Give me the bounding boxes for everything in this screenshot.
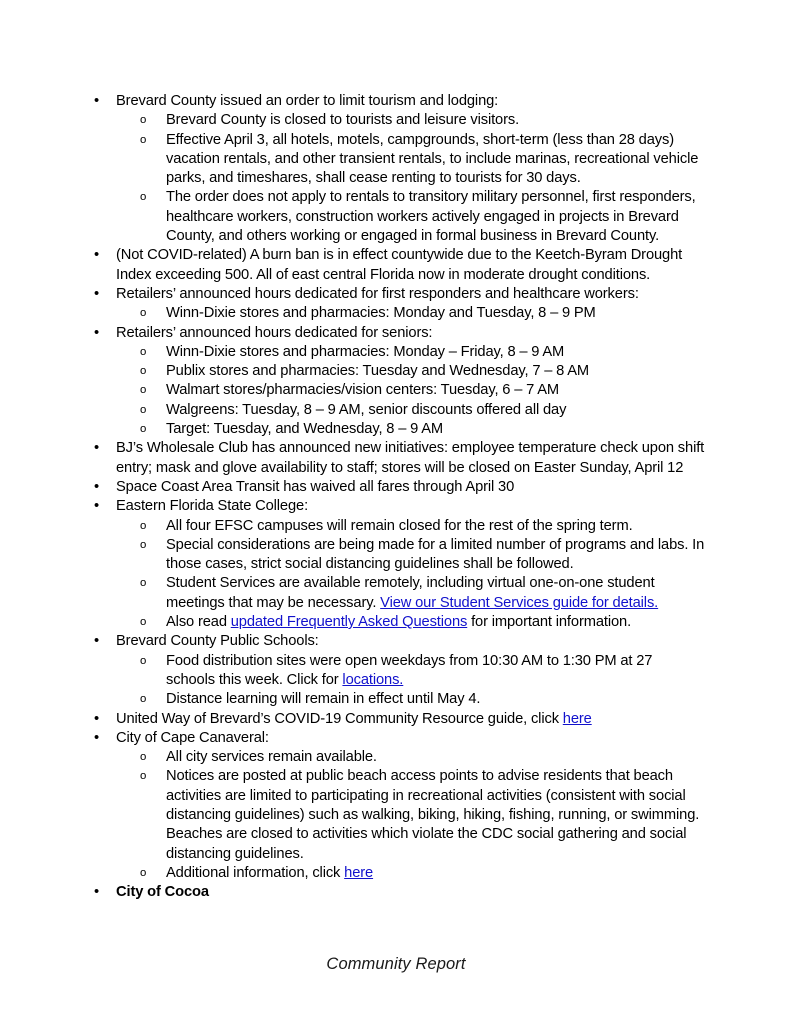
list-item <box>93 632 705 709</box>
bullet-disc-icon: • <box>94 633 100 650</box>
bullet-list-level2 <box>140 652 705 710</box>
list-item <box>93 246 705 285</box>
list-item <box>140 401 705 420</box>
list-item <box>140 536 705 575</box>
bullet-circle-icon: o <box>140 403 147 416</box>
list-item <box>140 111 705 130</box>
list-item-text: BJ’s Wholesale Club has announced new initiatives: employee temperature check upon shift entry; mask and glove availability to staff; stores will be closed on Easter Sunday, April 12 <box>116 440 705 476</box>
list-item-text: Walmart stores/pharmacies/vision centers: Tuesday, 6 – 7 AM <box>166 382 560 399</box>
bullet-disc-icon: • <box>94 884 100 901</box>
list-item-text: Additional information, click <box>166 864 345 881</box>
list-item-text: for important information. <box>467 614 632 631</box>
list-item-text: Brevard County issued an order to limit tourism and lodging: <box>116 93 499 109</box>
bullet-disc-icon: • <box>94 478 100 495</box>
document-body <box>93 92 705 902</box>
bullet-disc-icon: • <box>94 498 100 515</box>
bullet-circle-icon: o <box>140 538 147 551</box>
list-item <box>140 517 705 536</box>
list-item-text: Retailers’ announced hours dedicated for first responders and healthcare workers: <box>116 285 639 302</box>
list-item-text: (Not COVID-related) A burn ban is in effect countywide due to the Keetch-Byram Drought Index exceeding 500. All of east central Florida now in moderate drought conditions. <box>116 247 683 283</box>
cape-canaveral-info-link[interactable]: here <box>344 864 374 881</box>
bullet-circle-icon: o <box>140 519 147 532</box>
list-item-text: All four EFSC campuses will remain closed for the rest of the spring term. <box>166 517 633 534</box>
food-locations-link[interactable]: locations. <box>342 671 404 688</box>
list-item-text: Also read <box>166 614 231 631</box>
bullet-list-level2 <box>140 304 705 323</box>
list-item <box>93 92 705 246</box>
list-item-text: Eastern Florida State College: <box>116 498 309 515</box>
list-item-text: City of Cape Canaveral: <box>116 729 269 746</box>
list-item-text: Winn-Dixie stores and pharmacies: Monday and Tuesday, 8 – 9 PM <box>166 305 596 322</box>
list-item-text: Effective April 3, all hotels, motels, campgrounds, short-term (less than 28 days) vacation rentals, and other transient rentals, to include marinas, recreational vehicle parks, and timeshares, shall cease renting to tourists for 30 days. <box>166 131 699 187</box>
bullet-disc-icon: • <box>94 285 100 302</box>
list-item-text-wrapper <box>166 613 705 632</box>
bullet-circle-icon: o <box>140 693 147 706</box>
list-item <box>93 439 705 478</box>
bullet-disc-icon: • <box>94 247 100 264</box>
list-item <box>93 729 705 883</box>
list-item-text-wrapper <box>166 652 705 691</box>
bullet-list-level2 <box>140 111 705 246</box>
list-item-text: Special considerations are being made for a limited number of programs and labs. In those cases, strict social distancing guidelines shall be followed. <box>166 536 705 573</box>
bullet-circle-icon: o <box>140 307 147 320</box>
list-item <box>93 324 705 440</box>
list-item-text: Retailers’ announced hours dedicated for seniors: <box>116 324 433 341</box>
bullet-circle-icon: o <box>140 345 147 358</box>
list-item <box>140 613 705 632</box>
list-item <box>93 710 705 729</box>
bullet-disc-icon: • <box>94 440 100 457</box>
bullet-circle-icon: o <box>140 751 147 764</box>
list-item <box>140 188 705 246</box>
bullet-circle-icon: o <box>140 133 147 146</box>
list-item-text: Brevard County Public Schools: <box>116 633 319 650</box>
bullet-circle-icon: o <box>140 191 147 204</box>
bullet-list-level2 <box>140 517 705 633</box>
list-item-text: Student Services are available remotely, including virtual one-on-one student meetings that may be necessary. <box>166 575 655 611</box>
bullet-list-level2 <box>140 748 705 883</box>
list-item <box>93 883 705 902</box>
list-item-text: Publix stores and pharmacies: Tuesday and Wednesday, 7 – 8 AM <box>166 363 590 380</box>
list-item <box>140 131 705 189</box>
list-item <box>140 748 705 767</box>
list-item-text: Notices are posted at public beach access points to advise residents that beach activities are limited to participating in recreational activities (consistent with social distancing guidelines) such as walking, biking, hiking, fishing, running, or swimming. Beaches are closed to activities which violate the CDC social gathering and social distancing guidelines. <box>166 768 700 862</box>
list-item-text: Space Coast Area Transit has waived all fares through April 30 <box>116 478 515 495</box>
united-way-guide-link[interactable]: here <box>562 710 592 727</box>
list-item-text: The order does not apply to rentals to transitory military personnel, first responders, healthcare workers, construction workers actively engaged in projects in Brevard County, and others working or engaged in formal business in Brevard County. <box>166 189 696 245</box>
bullet-circle-icon: o <box>140 770 147 783</box>
list-item <box>140 864 705 883</box>
list-item-text: City of Cocoa <box>116 884 209 901</box>
student-services-guide-link[interactable]: View our Student Services guide for details. <box>380 594 659 611</box>
list-item <box>140 574 705 613</box>
list-item <box>140 343 705 362</box>
list-item <box>93 478 705 497</box>
bullet-list-level2 <box>140 343 705 439</box>
faq-link[interactable]: updated Frequently Asked Questions <box>230 614 468 631</box>
list-item <box>140 652 705 691</box>
bullet-circle-icon: o <box>140 365 147 378</box>
list-item <box>140 767 705 863</box>
list-item <box>140 304 705 323</box>
bullet-circle-icon: o <box>140 577 147 590</box>
bullet-disc-icon: • <box>94 324 100 341</box>
list-item-text: Winn-Dixie stores and pharmacies: Monday – Friday, 8 – 9 AM <box>166 343 565 360</box>
bullet-circle-icon: o <box>140 654 147 667</box>
list-item-text-wrapper <box>166 864 705 883</box>
bullet-circle-icon: o <box>140 616 147 629</box>
list-item-text: Food distribution sites were open weekdays from 10:30 AM to 1:30 PM at 27 schools this week. Click for <box>166 652 653 688</box>
bullet-circle-icon: o <box>140 384 147 397</box>
list-item <box>140 420 705 439</box>
page-footer: Community Report <box>326 955 466 973</box>
list-item-text: Brevard County is closed to tourists and leisure visitors. <box>166 112 520 129</box>
list-item-text-wrapper <box>166 574 705 613</box>
bullet-disc-icon: • <box>94 710 100 727</box>
list-item-text: United Way of Brevard’s COVID-19 Community Resource guide, click <box>116 710 563 727</box>
list-item-text: Distance learning will remain in effect until May 4. <box>166 691 481 708</box>
list-item <box>140 690 705 709</box>
bullet-disc-icon: • <box>94 93 100 109</box>
bullet-list-level1 <box>93 92 705 902</box>
bullet-disc-icon: • <box>94 729 100 746</box>
list-item <box>140 381 705 400</box>
list-item-text: Walgreens: Tuesday, 8 – 9 AM, senior discounts offered all day <box>166 401 567 418</box>
list-item <box>93 285 705 324</box>
list-item-text: All city services remain available. <box>166 749 377 766</box>
list-item-text: Target: Tuesday, and Wednesday, 8 – 9 AM <box>166 421 443 438</box>
list-item-text-wrapper <box>116 710 705 729</box>
list-item <box>140 362 705 381</box>
bullet-circle-icon: o <box>140 114 147 127</box>
bullet-circle-icon: o <box>140 423 147 436</box>
list-item <box>93 497 705 632</box>
bullet-circle-icon: o <box>140 866 147 879</box>
